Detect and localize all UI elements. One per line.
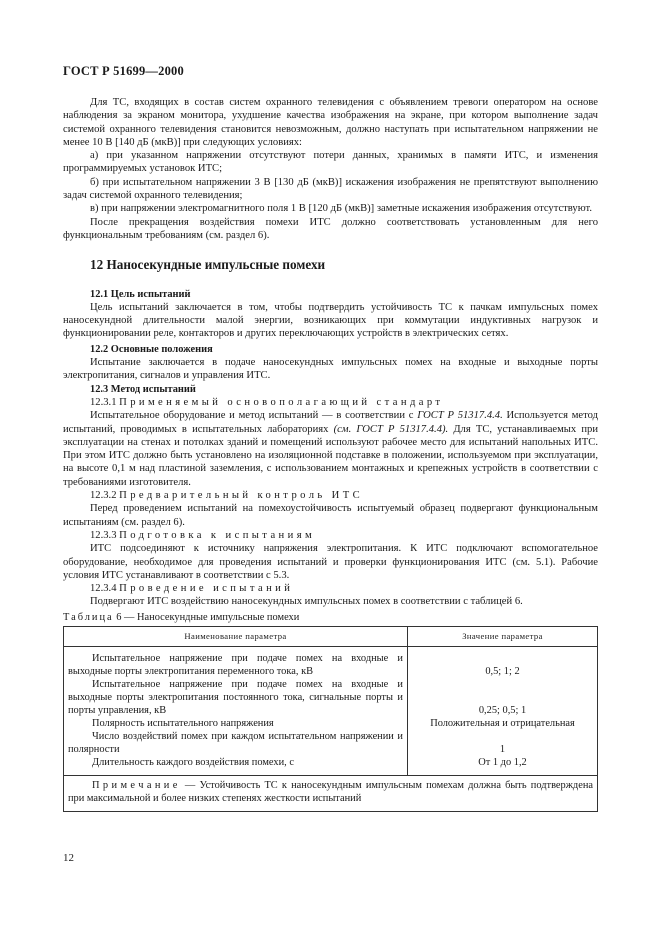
clause-12-3-3-title: Подготовка к испытаниям <box>119 529 316 541</box>
table-note <box>68 780 593 806</box>
document-id-header: ГОСТ Р 51699—2000 <box>63 64 184 78</box>
table-6 <box>63 626 598 812</box>
clause-12-3-1-text-part-2: Используется метод испытаний, проводимых в испытательных лабораториях <box>63 410 598 435</box>
subsection-12-2-heading: 12.2 Основные положения <box>90 343 213 355</box>
document-body <box>63 96 598 812</box>
clause-12-3-4-title: Проведение испытаний <box>119 583 294 595</box>
page-number: 12 <box>63 852 74 864</box>
parameter-name: Длительность каждого воздействия помехи, с <box>92 756 294 768</box>
clause-12-3-3-heading <box>63 529 598 542</box>
parameter-value: Положительная и отрицательная <box>408 718 598 731</box>
condition-b: б) при испытательном напряжении 3 В [130 дБ (мкВ)] искажения изображения не препятствуют выполнению задач системой охранного телевидения; <box>63 176 598 202</box>
table-row <box>64 653 598 679</box>
subsection-12-2-text: Испытание заключается в подаче наносекундных импульсных помех на входные и выходные порты электропитания, сигналов и управления ИТС. <box>63 357 598 382</box>
parameter-name: Испытательное напряжение при подаче помех на входные и выходные порты электропитания переменного тока, кВ <box>68 652 403 677</box>
subsection-12-1-heading: 12.1 Цель испытаний <box>90 288 191 300</box>
section-12-heading: 12 Наносекундные импульсные помехи <box>90 257 326 273</box>
table-note-label: Примечание <box>92 780 181 792</box>
clause-12-3-1-title: Применяемый основополагающий стандарт <box>119 396 444 408</box>
parameter-name: Число воздействий помех при каждом испытательном напряжении и полярности <box>68 730 403 755</box>
column-header-parameter-value: Значение параметра <box>408 626 598 646</box>
table-header-row <box>64 626 598 646</box>
clause-12-3-4-number: 12.3.4 <box>90 583 117 595</box>
table-caption-label: Таблица <box>63 611 114 623</box>
table-note-row <box>64 776 598 812</box>
clause-12-3-2-number: 12.3.2 <box>90 490 117 502</box>
clause-12-3-2-text: Перед проведением испытаний на помехоустойчивость испытуемый образец подвергают функциональным испытаниям (см. раздел 6). <box>63 503 598 528</box>
table-row <box>64 718 598 731</box>
clause-12-3-3-number: 12.3.3 <box>90 529 117 541</box>
clause-12-3-1-text <box>63 409 598 489</box>
clause-12-3-4-heading <box>63 582 598 595</box>
condition-a: а) при указанном напряжении отсутствуют потери данных, хранимых в памяти ИТС, и изменения программируемых установок ИТС; <box>63 150 598 175</box>
parameter-name: Полярность испытательного напряжения <box>92 717 274 729</box>
table-row <box>64 757 598 770</box>
column-header-parameter-name: Наименование параметра <box>64 626 408 646</box>
table-row <box>64 731 598 757</box>
clause-12-3-1-text-part-1: Испытательное оборудование и метод испытаний — в соответствии с <box>90 410 418 422</box>
table-note-text: — Устойчивость ТС к наносекундным импульсным помехам должна быть подтверждена при максимальной и более низких степенях жесткости испытаний <box>68 780 593 805</box>
clause-12-3-1-text-part-3: Для ТС, устанавливаемых при эксплуатации на стенах и потолках зданий и помещений используют рабочее место для испытаний напольных ИТС. При этом ИТС должно быть установлено на изоляционной подставке в положении, используемом при эксплуатации, на высоте 0,1 м над пластиной заземления, с использованием монтажных и крепежных устройств в соответствии с требованиями изготовителя. <box>63 423 598 488</box>
table-row <box>64 679 598 718</box>
condition-c: в) при напряжении электромагнитного поля 1 В [120 дБ (мкВ)] заметные искажения изображения отсутствуют. <box>90 203 592 215</box>
intro-closing-paragraph: После прекращения воздействия помехи ИТС должно соответствовать установленным для него функциональным требованиям (см. раздел 6). <box>63 216 598 241</box>
clause-12-3-2-title: Предварительный контроль ИТС <box>119 490 364 502</box>
parameter-value: От 1 до 1,2 <box>408 757 598 770</box>
subsection-12-3-heading: 12.3 Метод испытаний <box>90 383 196 395</box>
clause-12-3-1-heading <box>63 396 598 409</box>
subsection-12-1-text: Цель испытаний заключается в том, чтобы подтвердить устойчивость ТС к пачкам импульсных помех наносекундной длительности малой энергии, возникающих при коммутации индуктивных нагрузок и функционировании реле, контакторов и других переключающих устройств в электрических сетях. <box>63 301 598 340</box>
parameter-value: 0,5; 1; 2 <box>408 653 598 679</box>
parameter-name: Испытательное напряжение при подаче помех на входные и выходные порты электропитания постоянного тока, сигнальные порты и порты управления, кВ <box>68 678 403 716</box>
parameter-value: 0,25; 0,5; 1 <box>408 679 598 718</box>
clause-12-3-3-text: ИТС подсоединяют к источнику напряжения электропитания. К ИТС подключают вспомогательное оборудование, необходимое для проведения испытаний и проверки функционирования ИТС (см. 5.1). Рабочие условия ИТС устанавливают в соответствии с 5.3. <box>63 543 598 581</box>
table-caption-title: 6 — Наносекундные импульсные помехи <box>113 611 300 623</box>
clause-12-3-1-number: 12.3.1 <box>90 396 117 408</box>
clause-12-3-4-text: Подвергают ИТС воздействию наносекундных импульсных помех в соответствии с таблицей 6. <box>90 596 523 608</box>
gost-reference-2: (см. ГОСТ Р 51317.4.4). <box>333 423 449 435</box>
parameter-value: 1 <box>408 731 598 757</box>
table-6-caption <box>63 611 598 624</box>
gost-reference-1: ГОСТ Р 51317.4.4. <box>417 410 503 422</box>
clause-12-3-2-heading <box>63 489 598 502</box>
intro-paragraph: Для ТС, входящих в состав систем охранного телевидения с объявлением тревоги оператором на основе наблюдения за экраном монитора, ухудшение качества изображения на экране, при котором выполнение задач системой охранного телевидения становится невозможным, должно наступать при испытательном напряжении не менее 10 В [140 дБ (мкВ)] при следующих условиях: <box>63 97 598 148</box>
